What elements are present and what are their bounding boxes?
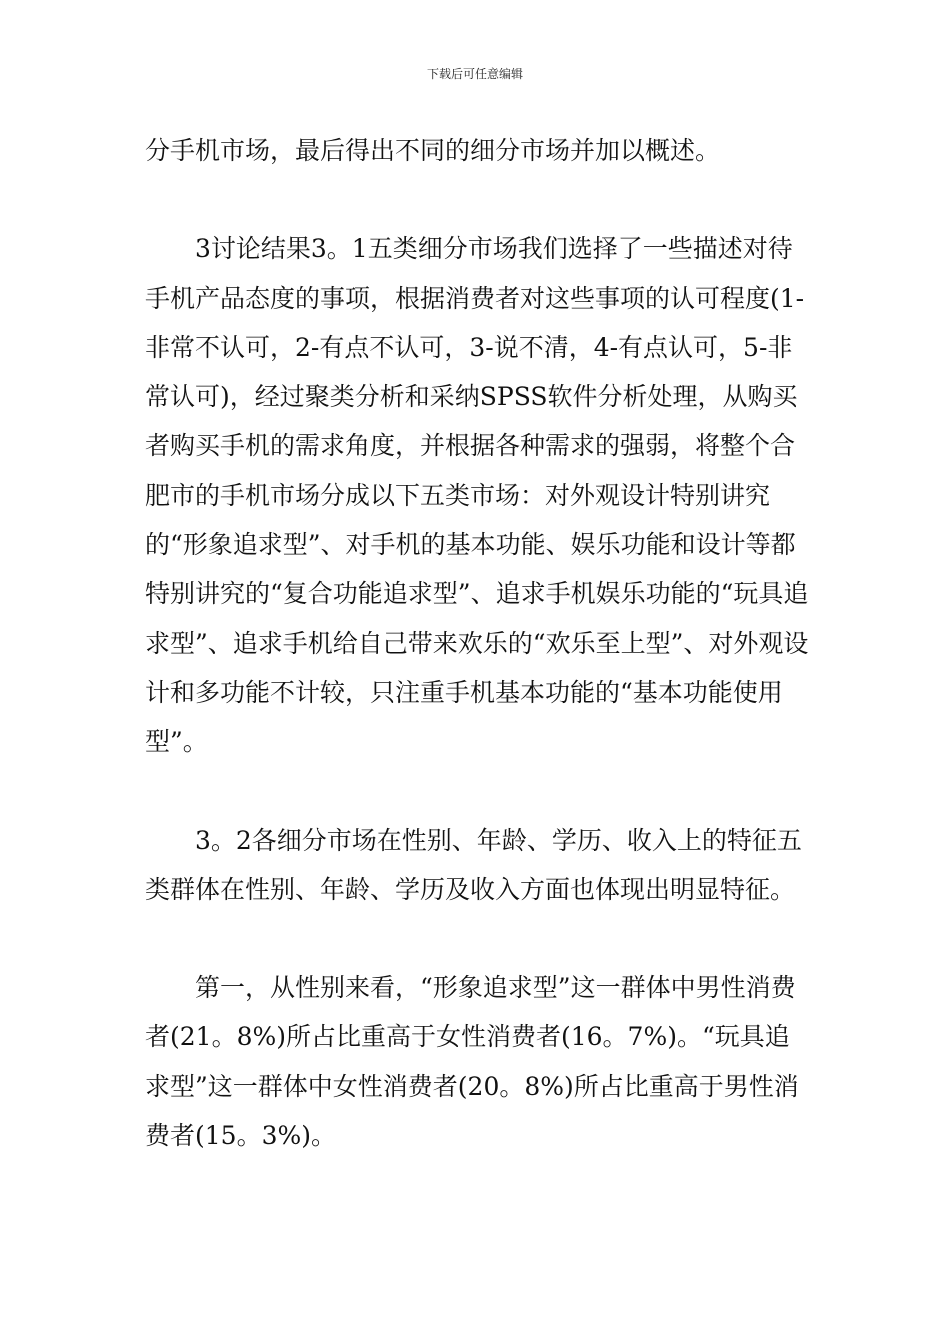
paragraph-gap bbox=[145, 914, 810, 963]
paragraph-gender-analysis: 第一，从性别来看，“形象追求型”这一群体中男性消费者(21。8%)所占比重高于女性消费者(16。7%)。“玩具追求型”这一群体中女性消费者(20。8%)所占比重高于男性消费者(15。3%)。 bbox=[145, 973, 799, 1151]
paragraph-discussion-results: 3讨论结果3。1五类细分市场我们选择了一些描述对待手机产品态度的事项，根据消费者对这些事项的认可程度(1-非常不认可，2-有点不认可，3-说不清，4-有点认可，5-非常认可)，经过聚类分析和采纳SPSS软件分析处理，从购买者购买手机的需求角度，并根据各种需求的强弱，将整个合肥市的手机市场分成以下五类市场：对外观设计特别讲究的“形象追求型”、对手机的基本功能、娱乐功能和设计等都特别讲究的“复合功能追求型”、追求手机娱乐功能的“玩具追求型”、追求手机给自己带来欢乐的“欢乐至上型”、对外观设计和多功能不计较，只注重手机基本功能的“基本功能使用型”。 bbox=[145, 234, 809, 757]
page-header: 下载后可任意编辑 bbox=[426, 67, 523, 81]
paragraph-segment-features: 3。2各细分市场在性别、年龄、学历、收入上的特征五类群体在性别、年龄、学历及收入方面也体现出明显特征。 bbox=[145, 825, 802, 904]
paragraph-continuation: 分手机市场，最后得出不同的细分市场并加以概述。 bbox=[145, 136, 721, 165]
paragraph-gap bbox=[145, 175, 810, 224]
paragraph-gap bbox=[145, 767, 810, 816]
document-body bbox=[145, 126, 810, 1160]
